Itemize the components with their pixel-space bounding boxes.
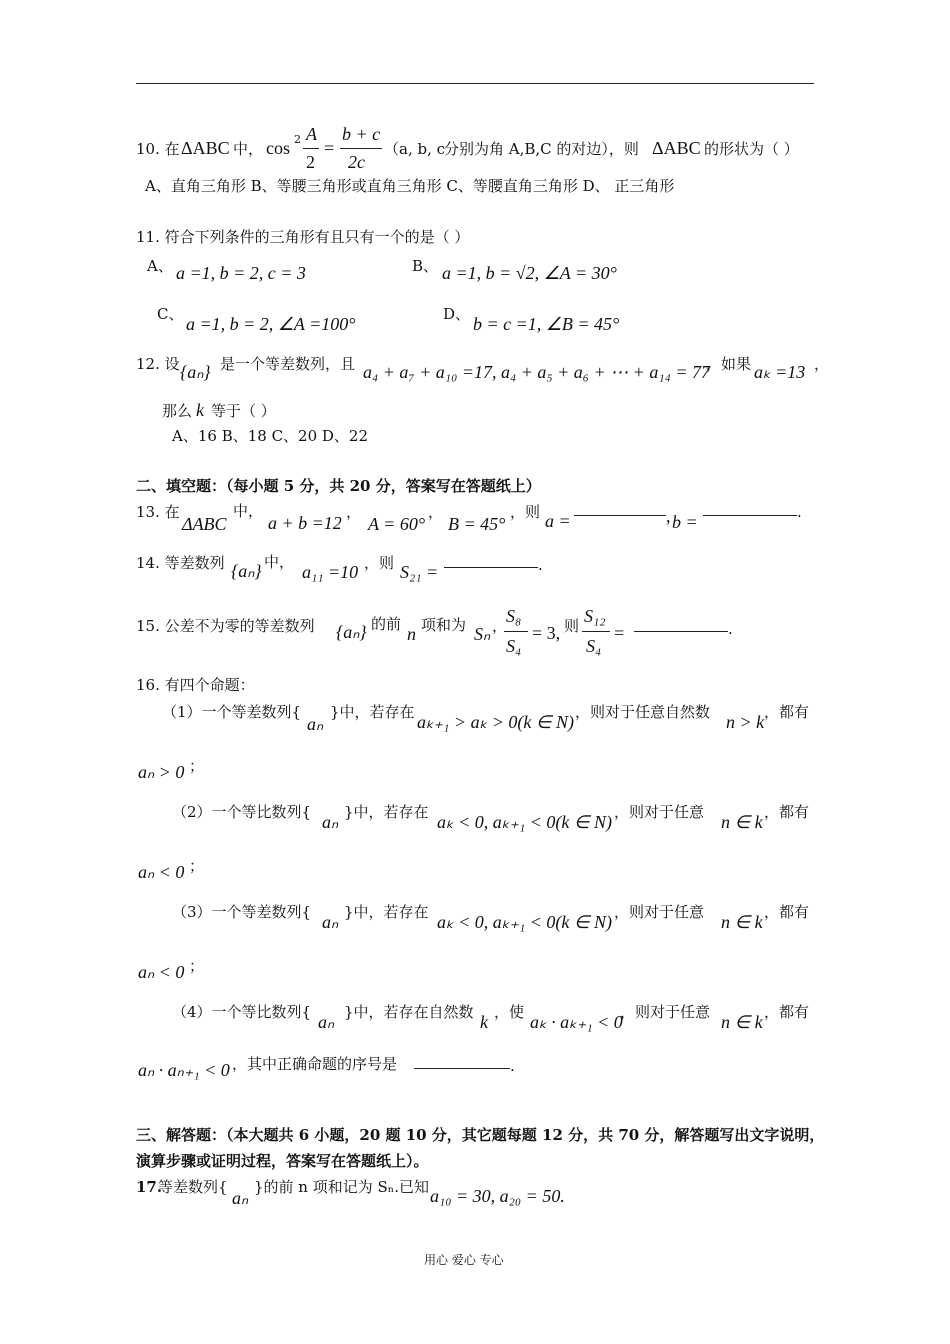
q15-end: .: [728, 620, 733, 638]
q12-line2b: 等于（ ）: [211, 402, 276, 420]
q16-p3-cond: aₖ < 0, aₖ₊₁ < 0(k ∈ N): [437, 912, 613, 932]
q10-eq: =: [324, 138, 335, 158]
q11-option-d: b = c =1, ∠B = 45°: [473, 314, 620, 334]
q16-p1-cond: aₖ₊₁ > aₖ > 0(k ∈ N): [417, 712, 575, 732]
section-3-heading-line1: 三、解答题：（本大题共 6 小题，20 题 10 分，其它题每题 12 分，共 70 分，解答题写出文字说明，: [136, 1126, 825, 1144]
q10-vars: （a, b, c: [384, 140, 446, 158]
q10-frac-den-2c: 2c: [348, 152, 365, 172]
q16-p2-an: aₙ: [322, 812, 339, 832]
q13-number: 13. 在: [136, 503, 180, 521]
q16-p4-g: ，都有: [764, 1003, 810, 1021]
q11-option-a: a =1, b = 2, c = 3: [176, 263, 306, 283]
q16-stem: 16. 有四个命题：: [136, 676, 255, 694]
q15-n: n: [407, 624, 416, 644]
q13-cond1: a + b =12: [268, 513, 342, 533]
q10-frac-num-a: A: [306, 124, 317, 144]
q11-option-b: a =1, b = √2, ∠A = 30°: [442, 263, 617, 283]
q16-p4-result: aₙ · aₙ₊₁ < 0: [138, 1060, 230, 1080]
q16-p1-an: aₙ: [307, 714, 324, 734]
q10-cos: cos: [266, 138, 290, 158]
q12-seq: {aₙ}: [180, 362, 211, 382]
q16-p1-f: ，都有: [764, 703, 810, 721]
q15-blank[interactable]: [634, 617, 728, 632]
q16-p1-a: （1）一个等差数列{: [162, 703, 302, 721]
q14-number: 14. 等差数列: [136, 554, 225, 572]
q16-p1-b: }中，若存在: [330, 703, 415, 721]
section-2-heading: 二、填空题：（每小题 5 分，共 20 分，答案写在答题纸上）: [136, 477, 541, 495]
q12-line2a: 那么: [162, 402, 193, 420]
q16-p3-d: ，则对于任意: [614, 903, 705, 921]
q11-option-c: a =1, b = 2, ∠A =100°: [186, 314, 356, 334]
q13-then: ，则: [510, 503, 541, 521]
q15-sn: Sₙ: [474, 624, 491, 644]
q12-text: 是一个等差数列，且: [220, 355, 356, 373]
q12-number: 12. 设: [136, 355, 180, 373]
q12-if: ，如果: [706, 355, 752, 373]
q17-condition: a₁₀ = 30, a₂₀ = 50.: [430, 1186, 565, 1206]
q16-p2-d: ，则对于任意: [614, 803, 705, 821]
q16-p1-semicolon: ；: [189, 757, 205, 775]
q16-p2-b: }中，若存在: [344, 803, 429, 821]
q13-b: b =: [672, 512, 698, 532]
q16-p2-nk: n ∈ k: [721, 812, 763, 832]
q13-blank-b[interactable]: [703, 501, 797, 516]
q16-p4-a: （4）一个等比数列{: [172, 1003, 312, 1021]
q10-desc: 分别为角 A,B,C 的对边），则: [444, 140, 639, 158]
q10-frac-bar-2: [340, 148, 382, 149]
q14-blank[interactable]: [444, 553, 538, 568]
q13-blank-a[interactable]: [574, 501, 666, 516]
q16-p2-result: aₙ < 0: [138, 862, 185, 882]
q16-p4-e: ，则对于任意: [620, 1003, 711, 1021]
q16-p3-a: （3）一个等差数列{: [172, 903, 312, 921]
q15-s12: S₁₂: [584, 606, 606, 626]
q10-triangle: ΔABC: [181, 138, 230, 158]
q13-zh: 中，: [233, 502, 264, 520]
q15-s4b: S₄: [586, 636, 602, 656]
q12-comma: ，: [814, 355, 830, 373]
q14-cond: a₁₁ =10: [302, 562, 359, 582]
q15-number: 15. 公差不为零的等差数列: [136, 617, 315, 635]
q10-sup: 2: [294, 133, 301, 146]
q16-p1-nk: n > k: [726, 712, 765, 732]
q16-blank[interactable]: [414, 1054, 510, 1069]
q16-p1-d: ，则对于任意自然数: [575, 703, 711, 721]
q10-frac-num-bc: b + c: [342, 124, 381, 144]
q17-an: aₙ: [232, 1188, 249, 1208]
q14-then: ，则: [364, 554, 395, 572]
q12-condition: a₄ + a₇ + a₁₀ =17, a₄ + a₅ + a₆ + ⋯ + a₁₄ = 77: [363, 362, 710, 382]
q10-frac-den-2: 2: [306, 152, 315, 172]
q14-s21: S₂₁ =: [400, 562, 439, 582]
q10-frac-bar-1: [303, 148, 319, 149]
q13-comma-2: ，: [428, 503, 444, 521]
q16-p4-nk: n ∈ k: [721, 1012, 763, 1032]
q16-p3-an: aₙ: [322, 912, 339, 932]
q15-eq: =: [614, 623, 625, 643]
q14-seq: {aₙ}: [231, 561, 262, 581]
section-3-heading-line2: 演算步骤或证明过程，答案写在答题纸上）。: [136, 1152, 429, 1170]
q13-comma-1: ，: [346, 503, 362, 521]
q15-eq3: = 3,: [532, 623, 561, 643]
q16-p2-cond: aₖ < 0, aₖ₊₁ < 0(k ∈ N): [437, 812, 613, 832]
q16-p3-result: aₙ < 0: [138, 962, 185, 982]
q14-zh: 中，: [264, 553, 295, 571]
q15-frac-bar-2: [582, 631, 610, 632]
q10-tail: 的形状为（ ）: [704, 140, 799, 158]
q13-comma-3: ,: [666, 506, 671, 526]
q13-triangle: ΔABC: [182, 514, 227, 534]
q10-text: 中，: [233, 140, 264, 158]
q16-p3-b: }中，若存在: [344, 903, 429, 921]
q16-p3-f: ，都有: [764, 903, 810, 921]
q12-k: k: [196, 400, 204, 420]
q15-seq: {aₙ}: [336, 622, 367, 642]
q11-option-d-label: D、: [443, 305, 471, 323]
q11-option-b-label: B、: [412, 257, 439, 275]
q15-frac-bar-1: [504, 631, 528, 632]
q13-cond2: A = 60°: [368, 514, 426, 534]
q16-end: .: [510, 1057, 515, 1075]
q16-p4-k: k: [480, 1012, 488, 1032]
page-footer: 用心 爱心 专心: [424, 1253, 504, 1267]
q16-p1-result: aₙ > 0: [138, 762, 185, 782]
q12-options: A、16 B、18 C、20 D、22: [172, 427, 369, 445]
q10-options: A、直角三角形 B、等腰三角形或直角三角形 C、等腰直角三角形 D、 正三角形: [145, 177, 675, 195]
q15-mid2: 项和为: [421, 616, 467, 634]
q16-p3-nk: n ∈ k: [721, 912, 763, 932]
q11-option-a-label: A、: [147, 257, 173, 275]
q13-a: a =: [545, 511, 571, 531]
q11-option-c-label: C、: [157, 305, 184, 323]
header-rule: [136, 83, 814, 84]
q13-cond3: B = 45°: [448, 514, 506, 534]
q14-end: .: [538, 556, 543, 574]
q17-b: }的前 n 项和记为 Sₙ.已知: [254, 1178, 430, 1196]
q12-ak: aₖ =13: [754, 362, 806, 382]
q16-p4-question: ，其中正确命题的序号是: [232, 1055, 398, 1073]
q16-p2-a: （2）一个等比数列{: [172, 803, 312, 821]
q15-s8: S₈: [506, 606, 522, 626]
q10-number: 10. 在: [136, 140, 180, 158]
q16-p2-semicolon: ；: [189, 857, 205, 875]
q15-then: 则: [564, 617, 580, 635]
q16-p4-b: }中，若存在自然数: [344, 1003, 474, 1021]
q15-sep: ，: [492, 617, 508, 635]
q16-p4-cond: aₖ · aₖ₊₁ < 0: [530, 1012, 623, 1032]
q16-p2-f: ，都有: [764, 803, 810, 821]
q16-p4-c: ，使: [494, 1003, 525, 1021]
q15-mid: 的前: [371, 615, 402, 633]
q13-end: .: [797, 503, 802, 521]
q10-triangle-2: ΔABC: [652, 138, 701, 158]
q16-p3-semicolon: ；: [189, 957, 205, 975]
q16-p4-an: aₙ: [318, 1012, 335, 1032]
q17-number: 17.: [136, 1178, 163, 1196]
q11-stem: 11. 符合下列条件的三角形有且只有一个的是（ ）: [136, 228, 470, 246]
q17-a: 等差数列{: [158, 1178, 228, 1196]
q15-s4: S₄: [506, 636, 522, 656]
